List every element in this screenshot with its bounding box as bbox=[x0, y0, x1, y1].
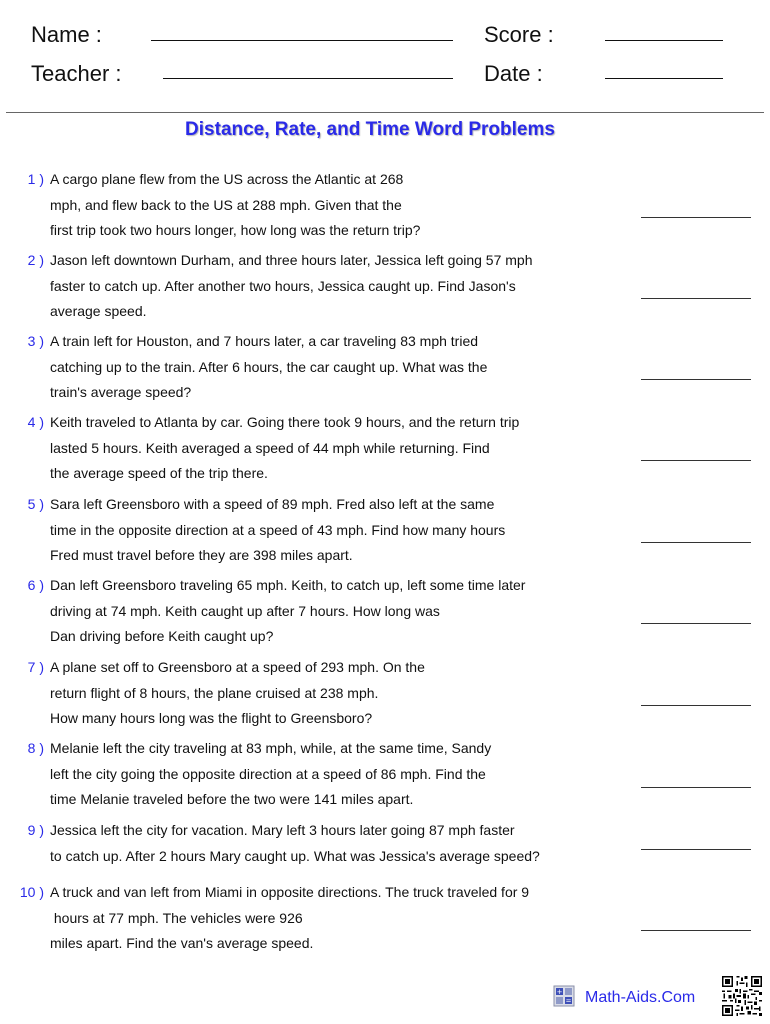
date-label: Date : bbox=[484, 61, 543, 86]
answer-line[interactable] bbox=[641, 623, 751, 624]
problem-text-line: Sara left Greensboro with a speed of 89 mph. Fred also left at the same bbox=[50, 496, 495, 512]
problem-text-line: A truck and van left from Miami in opposite directions. The truck traveled for 9 bbox=[50, 884, 530, 900]
problem-text-line: lasted 5 hours. Keith averaged a speed of 44 mph while returning. Find bbox=[50, 440, 490, 456]
problem-number: 6 ) bbox=[27, 577, 44, 593]
problem-text-line: Jessica left the city for vacation. Mary left 3 hours later going 87 mph faster bbox=[50, 822, 515, 838]
problem-text-line: Jason left downtown Durham, and three hours later, Jessica left going 57 mph bbox=[50, 252, 533, 268]
answer-line[interactable] bbox=[641, 460, 751, 461]
svg-text:+: + bbox=[556, 988, 563, 996]
calculator-icon bbox=[553, 985, 575, 1007]
qr-code-icon bbox=[722, 976, 762, 1016]
date-field[interactable] bbox=[605, 78, 723, 79]
answer-line[interactable] bbox=[641, 542, 751, 543]
problem-text-line: Dan driving before Keith caught up? bbox=[50, 628, 274, 644]
problem-text-line: to catch up. After 2 hours Mary caught up. What was Jessica's average speed? bbox=[50, 848, 540, 864]
problem-text-line: miles apart. Find the van's average speed. bbox=[50, 935, 314, 951]
problem-text-line: Keith traveled to Atlanta by car. Going there took 9 hours, and the return trip bbox=[50, 414, 520, 430]
header-divider bbox=[6, 112, 764, 113]
problem-text-line: A plane set off to Greensboro at a speed of 293 mph. On the bbox=[50, 659, 425, 675]
problem-text-line: left the city going the opposite direction at a speed of 86 mph. Find the bbox=[50, 766, 486, 782]
problem-text-line: train's average speed? bbox=[50, 384, 192, 400]
answer-line[interactable] bbox=[641, 379, 751, 380]
score-field[interactable] bbox=[605, 40, 723, 41]
problem-text-line: Fred must travel before they are 398 miles apart. bbox=[50, 547, 353, 563]
problem-text-line: average speed. bbox=[50, 303, 147, 319]
problem-text-line: return flight of 8 hours, the plane cruised at 238 mph. bbox=[50, 685, 379, 701]
name-field[interactable] bbox=[151, 40, 453, 41]
problem-number: 1 ) bbox=[27, 171, 44, 187]
score-label: Score : bbox=[484, 22, 554, 47]
problem-number: 10 ) bbox=[19, 884, 44, 900]
problem-text-line: catching up to the train. After 6 hours, the car caught up. What was the bbox=[50, 359, 488, 375]
teacher-label: Teacher : bbox=[31, 61, 122, 86]
problem-text-line: the average speed of the trip there. bbox=[50, 465, 268, 481]
problem-number: 3 ) bbox=[27, 333, 44, 349]
problem-text-line: How many hours long was the flight to Greensboro? bbox=[50, 710, 373, 726]
answer-line[interactable] bbox=[641, 930, 751, 931]
problem-text-line: first trip took two hours longer, how long was the return trip? bbox=[50, 222, 421, 238]
brand-link[interactable]: Math-Aids.Com bbox=[585, 989, 696, 1006]
svg-text:=: = bbox=[565, 997, 572, 1005]
answer-line[interactable] bbox=[641, 849, 751, 850]
problem-text-line: time Melanie traveled before the two were 141 miles apart. bbox=[50, 791, 414, 807]
problem-number: 7 ) bbox=[27, 659, 44, 675]
problem-number: 8 ) bbox=[27, 740, 44, 756]
problem-text-line: A cargo plane flew from the US across the Atlantic at 268 bbox=[50, 171, 404, 187]
problem-text-line: Dan left Greensboro traveling 65 mph. Keith, to catch up, left some time later bbox=[50, 577, 526, 593]
problem-number: 2 ) bbox=[27, 252, 44, 268]
problem-text-line: faster to catch up. After another two hours, Jessica caught up. Find Jason's bbox=[50, 278, 516, 294]
answer-line[interactable] bbox=[641, 787, 751, 788]
answer-line[interactable] bbox=[641, 705, 751, 706]
problem-text-line: A train left for Houston, and 7 hours later, a car traveling 83 mph tried bbox=[50, 333, 479, 349]
name-label: Name : bbox=[31, 22, 102, 47]
problem-text-line: mph, and flew back to the US at 288 mph. Given that the bbox=[50, 197, 402, 213]
teacher-field[interactable] bbox=[163, 78, 453, 79]
answer-line[interactable] bbox=[641, 298, 751, 299]
problem-number: 4 ) bbox=[27, 414, 44, 430]
problem-number: 9 ) bbox=[27, 822, 44, 838]
worksheet-title: Distance, Rate, and Time Word Problems bbox=[185, 119, 555, 140]
problem-text-line: Melanie left the city traveling at 83 mph, while, at the same time, Sandy bbox=[50, 740, 492, 756]
answer-line[interactable] bbox=[641, 217, 751, 218]
problem-text-line: time in the opposite direction at a speed of 43 mph. Find how many hours bbox=[50, 522, 506, 538]
problem-text-line: hours at 77 mph. The vehicles were 926 bbox=[50, 910, 303, 926]
problem-text-line: driving at 74 mph. Keith caught up after 7 hours. How long was bbox=[50, 603, 440, 619]
problem-number: 5 ) bbox=[27, 496, 44, 512]
